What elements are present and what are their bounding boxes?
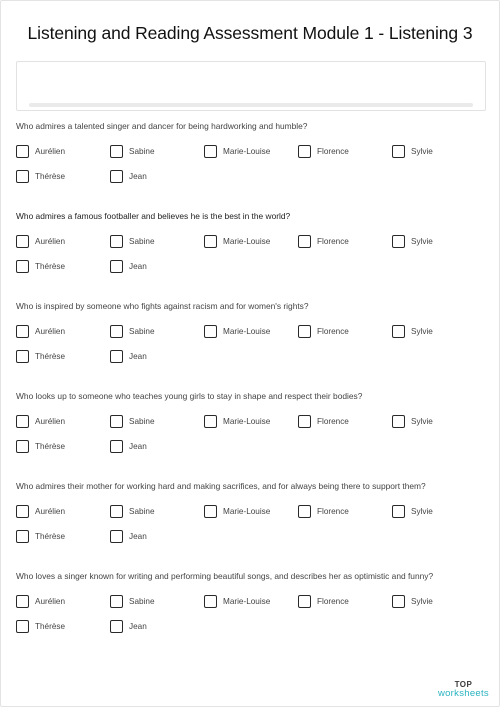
- checkbox[interactable]: [16, 235, 29, 248]
- option-label: Aurélien: [35, 326, 66, 336]
- option-label: Florence: [317, 236, 349, 246]
- option-label: Florence: [317, 416, 349, 426]
- option-florence[interactable]: [298, 502, 349, 520]
- checkbox[interactable]: [16, 505, 29, 518]
- option-florence[interactable]: [298, 322, 349, 340]
- checkbox[interactable]: [16, 260, 29, 273]
- option-th-r-se[interactable]: [16, 617, 65, 635]
- logo-top-text: TOP: [454, 680, 473, 689]
- option-label: Jean: [129, 261, 147, 271]
- checkbox[interactable]: [110, 260, 123, 273]
- option-label: Aurélien: [35, 146, 66, 156]
- option-label: Thérèse: [35, 261, 66, 271]
- option-label: Marie-Louise: [223, 236, 271, 246]
- option-th-r-se[interactable]: [16, 437, 65, 455]
- page-title: Listening and Reading Assessment Module 1 - Listening 3: [27, 23, 473, 43]
- option-label: Marie-Louise: [223, 416, 271, 426]
- option-marie-louise[interactable]: [204, 232, 270, 250]
- checkbox[interactable]: [110, 620, 123, 633]
- checkbox[interactable]: [204, 145, 217, 158]
- checkbox[interactable]: [392, 235, 405, 248]
- option-th-r-se[interactable]: [16, 527, 65, 545]
- checkbox[interactable]: [110, 325, 123, 338]
- option-aur-lien[interactable]: [16, 142, 65, 160]
- option-label: Aurélien: [35, 596, 66, 606]
- option-label: Marie-Louise: [223, 596, 271, 606]
- answer-options: [16, 322, 496, 368]
- option-label: Sylvie: [411, 416, 433, 426]
- checkbox[interactable]: [298, 415, 311, 428]
- logo-bottom-text: worksheets: [437, 688, 489, 699]
- option-jean[interactable]: [110, 257, 147, 275]
- option-sabine[interactable]: [110, 592, 155, 610]
- option-sabine[interactable]: [110, 232, 155, 250]
- option-th-r-se[interactable]: [16, 167, 65, 185]
- option-label: Sylvie: [411, 596, 433, 606]
- answer-options: [16, 592, 496, 638]
- checkbox[interactable]: [392, 415, 405, 428]
- checkbox[interactable]: [16, 530, 29, 543]
- checkbox[interactable]: [110, 145, 123, 158]
- option-label: Sylvie: [411, 146, 433, 156]
- option-label: Sylvie: [411, 326, 433, 336]
- option-label: Sabine: [129, 146, 155, 156]
- option-label: Aurélien: [35, 416, 66, 426]
- option-label: Jean: [129, 441, 147, 451]
- option-sylvie[interactable]: [392, 502, 433, 520]
- option-label: Sabine: [129, 416, 155, 426]
- answer-options: [16, 412, 496, 458]
- checkbox[interactable]: [16, 170, 29, 183]
- answer-options: [16, 502, 496, 548]
- option-label: Sabine: [129, 326, 155, 336]
- answer-options: [16, 232, 496, 278]
- option-marie-louise[interactable]: [204, 592, 270, 610]
- checkbox[interactable]: [392, 325, 405, 338]
- option-aur-lien[interactable]: [16, 322, 65, 340]
- checkbox[interactable]: [16, 145, 29, 158]
- checkbox[interactable]: [392, 145, 405, 158]
- option-sabine[interactable]: [110, 322, 155, 340]
- question-6: [16, 571, 489, 631]
- option-jean[interactable]: [110, 617, 147, 635]
- option-label: Aurélien: [35, 506, 66, 516]
- checkbox[interactable]: [298, 235, 311, 248]
- checkbox[interactable]: [16, 350, 29, 363]
- option-label: Sabine: [129, 506, 155, 516]
- checkbox[interactable]: [16, 415, 29, 428]
- question-1: [16, 121, 489, 181]
- option-aur-lien[interactable]: [16, 592, 65, 610]
- option-label: Sylvie: [411, 506, 433, 516]
- question-text: Who admires a talented singer and dancer for being hardworking and humble?: [16, 121, 308, 131]
- checkbox[interactable]: [298, 595, 311, 608]
- option-aur-lien[interactable]: [16, 502, 65, 520]
- answer-options: [16, 142, 496, 188]
- question-text: Who admires their mother for working hard and making sacrifices, and for always being there to support them?: [16, 481, 426, 491]
- option-aur-lien[interactable]: [16, 232, 65, 250]
- checkbox[interactable]: [392, 505, 405, 518]
- option-label: Sylvie: [411, 236, 433, 246]
- option-th-r-se[interactable]: [16, 257, 65, 275]
- option-label: Marie-Louise: [223, 146, 271, 156]
- option-marie-louise[interactable]: [204, 502, 270, 520]
- checkbox[interactable]: [110, 350, 123, 363]
- checkbox[interactable]: [204, 505, 217, 518]
- option-sylvie[interactable]: [392, 322, 433, 340]
- option-jean[interactable]: [110, 527, 147, 545]
- checkbox[interactable]: [16, 325, 29, 338]
- checkbox[interactable]: [298, 145, 311, 158]
- audio-progress-track[interactable]: [29, 103, 473, 107]
- question-text: Who is inspired by someone who fights against racism and for women's rights?: [16, 301, 309, 311]
- question-text: Who looks up to someone who teaches young girls to stay in shape and respect their bodies?: [16, 391, 363, 401]
- option-label: Sabine: [129, 236, 155, 246]
- option-marie-louise[interactable]: [204, 142, 270, 160]
- checkbox[interactable]: [110, 530, 123, 543]
- checkbox[interactable]: [110, 505, 123, 518]
- option-th-r-se[interactable]: [16, 347, 65, 365]
- checkbox[interactable]: [298, 325, 311, 338]
- checkbox[interactable]: [16, 620, 29, 633]
- option-label: Marie-Louise: [223, 506, 271, 516]
- option-label: Thérèse: [35, 351, 66, 361]
- checkbox[interactable]: [110, 415, 123, 428]
- checkbox[interactable]: [110, 235, 123, 248]
- option-sylvie[interactable]: [392, 232, 433, 250]
- question-text: Who admires a famous footballer and believes he is the best in the world?: [16, 211, 291, 221]
- option-florence[interactable]: [298, 232, 349, 250]
- option-florence[interactable]: [298, 142, 349, 160]
- option-label: Jean: [129, 531, 147, 541]
- checkbox[interactable]: [110, 595, 123, 608]
- checkbox[interactable]: [204, 325, 217, 338]
- option-sylvie[interactable]: [392, 412, 433, 430]
- option-label: Florence: [317, 596, 349, 606]
- topworksheets-logo: [438, 680, 489, 698]
- checkbox[interactable]: [392, 595, 405, 608]
- question-5: [16, 481, 489, 541]
- checkbox[interactable]: [110, 440, 123, 453]
- option-marie-louise[interactable]: [204, 412, 270, 430]
- checkbox[interactable]: [16, 440, 29, 453]
- option-florence[interactable]: [298, 592, 349, 610]
- option-label: Marie-Louise: [223, 326, 271, 336]
- option-marie-louise[interactable]: [204, 322, 270, 340]
- option-label: Florence: [317, 506, 349, 516]
- option-florence[interactable]: [298, 412, 349, 430]
- option-sylvie[interactable]: [392, 592, 433, 610]
- question-3: [16, 301, 489, 361]
- question-text: Who loves a singer known for writing and performing beautiful songs, and describes her as optimistic and funny?: [16, 571, 434, 581]
- option-label: Jean: [129, 351, 147, 361]
- option-label: Jean: [129, 621, 147, 631]
- option-jean[interactable]: [110, 437, 147, 455]
- option-label: Florence: [317, 146, 349, 156]
- option-label: Jean: [129, 171, 147, 181]
- checkbox[interactable]: [298, 505, 311, 518]
- question-4: [16, 391, 489, 451]
- audio-player[interactable]: [16, 61, 486, 111]
- option-label: Sabine: [129, 596, 155, 606]
- option-aur-lien[interactable]: [16, 412, 65, 430]
- option-jean[interactable]: [110, 167, 147, 185]
- question-2: [16, 211, 489, 271]
- option-label: Thérèse: [35, 621, 66, 631]
- option-label: Thérèse: [35, 531, 66, 541]
- option-label: Thérèse: [35, 441, 66, 451]
- option-sabine[interactable]: [110, 412, 155, 430]
- option-sabine[interactable]: [110, 142, 155, 160]
- checkbox[interactable]: [16, 595, 29, 608]
- option-sylvie[interactable]: [392, 142, 433, 160]
- option-label: Aurélien: [35, 236, 66, 246]
- checkbox[interactable]: [110, 170, 123, 183]
- checkbox[interactable]: [204, 235, 217, 248]
- option-label: Thérèse: [35, 171, 66, 181]
- option-label: Florence: [317, 326, 349, 336]
- checkbox[interactable]: [204, 595, 217, 608]
- option-sabine[interactable]: [110, 502, 155, 520]
- option-jean[interactable]: [110, 347, 147, 365]
- checkbox[interactable]: [204, 415, 217, 428]
